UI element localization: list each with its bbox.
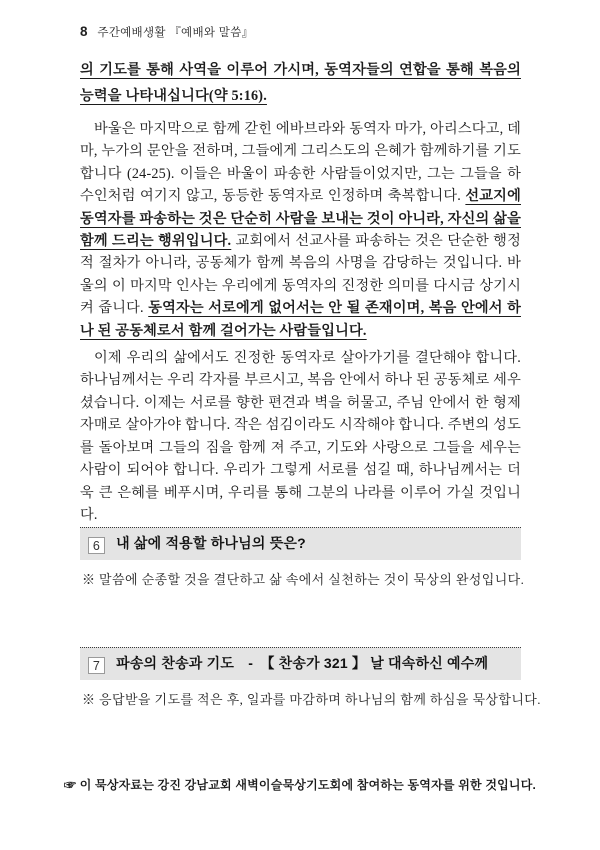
section-number-badge: 7	[88, 657, 105, 674]
section-application-bar	[80, 527, 521, 560]
page-content	[80, 24, 521, 526]
continuation-paragraph: 의 기도를 통해 사역을 이루어 가시며, 동역자들의 연합을 통해 복음의 능력을 나타내십니다(약 5:16).	[80, 62, 521, 104]
body-text: 교회에서 선교사를 파송하는 것은 단순한 행정적 절차가 아니라, 공동체가 함께 복음의 사명을 감당하는 것입니다. 바울의 이 마지막 인사는 우리에게 동역자의 진정한 의미를 다시금 상기시켜 줍니다.	[80, 233, 521, 317]
section-hymn-prayer	[80, 647, 541, 708]
emphasized-text: 선교지에 동역자를 파송하는 것은 단순히 사람을 보내는 것이 아니라, 자신의 삶을 함께 드리는 행위입니다.	[80, 188, 521, 250]
section-application-title: 내 삶에 적용할 하나님의 뜻은?	[116, 535, 306, 551]
running-header	[80, 24, 521, 40]
body-paragraph-2: 이제 우리의 삶에서도 진정한 동역자로 살아가기를 결단해야 합니다. 하나님께서는 우리 각자를 부르시고, 복음 안에서 하나 된 공동체로 세우셨습니다. 이제는 서로를 향한 편견과 벽을 허물고, 주님 안에서 한 형제자매로 살아가야 합니다. 작은 섬김이라도 시작해야 합니다. 주변의 성도를 돌아보며 그들의 짐을 함께 져 주고, 기도와 사랑으로 그들을 세우는 사람이 되어야 합니다. 우리가 그렇게 서로를 섬길 때, 하나님께서는 더욱 큰 은혜를 베푸시며, 우리를 통해 그분의 나라를 이루어 가실 것입니다.	[80, 350, 521, 523]
section-hymn-prayer-note: ※ 응답받을 기도를 적은 후, 일과를 마감하며 하나님의 함께 하심을 묵상합니다.	[82, 692, 541, 707]
section-number-badge: 6	[88, 537, 105, 554]
section-application-note: ※ 말씀에 순종할 것을 결단하고 삶 속에서 실천하는 것이 묵상의 완성입니다.	[82, 572, 525, 587]
section-application	[80, 527, 525, 588]
pointing-hand-icon: ☞	[63, 778, 77, 792]
section-hymn-prayer-title: 파송의 찬송과 기도 - 【 찬송가 321 】 날 대속하신 예수께	[116, 655, 489, 671]
footer-line	[0, 776, 600, 793]
emphasized-text: 동역자는 서로에게 없어서는 안 될 존재이며, 복음 안에서 하나 된 공동체로서 함께 걸어가는 사람들입니다.	[80, 300, 521, 339]
body-text: 바울은 마지막으로 함께 갇힌 에바브라와 동역자 마가, 아리스다고, 데마, 누가의 문안을 전하며, 그들에게 그리스도의 은혜가 함께하기를 기도합니다 (24-25). 이들은 바울이 파송한 사람들이었지만, 그는 그들을 하수인처럼 여기지 않고, 동등한 동역자로 인정하며 축복합니다.	[80, 121, 521, 205]
footer-text: 이 묵상자료는 강진 강남교회 새벽이슬묵상기도회에 참여하는 동역자를 위한 것입니다.	[79, 778, 537, 792]
section-hymn-prayer-bar	[80, 647, 521, 680]
body-paragraph-1	[80, 118, 521, 342]
page-number: 8	[80, 24, 88, 39]
booklet-title: 주간예배생활 『예배와 말씀』	[97, 27, 254, 39]
